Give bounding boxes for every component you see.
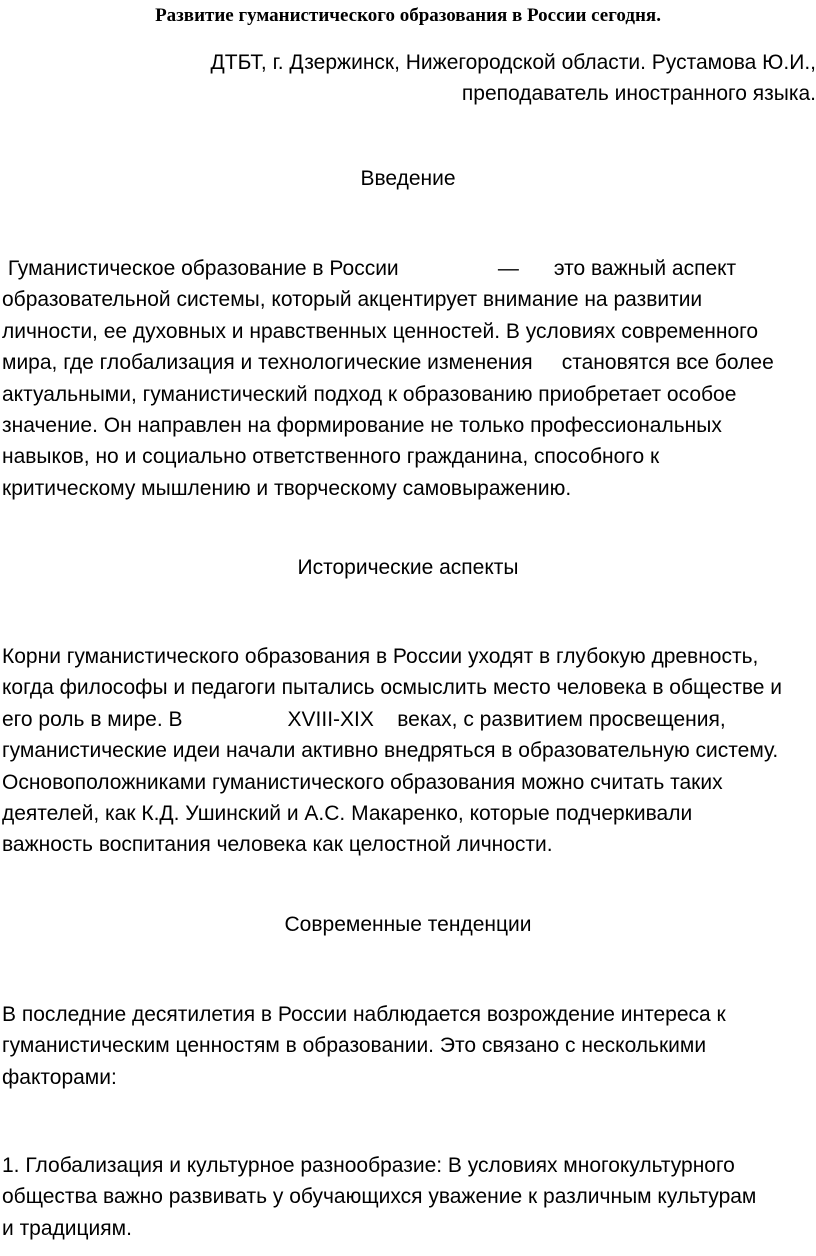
paragraph-trends [2,999,816,1093]
text-line: Основоположниками гуманистического образования можно считать таких [2,770,723,794]
text-line: его роль в мире. В XVIII-XIX веках, с развитием просвещения, [2,707,726,731]
text-line: Гуманистическое образование в России — это важный аспект [2,257,737,280]
text-line: факторами: [2,1065,117,1089]
text-line: когда философы и педагоги пытались осмыслить место человека в обществе и [2,676,783,700]
text-line: образовательной системы, который акцентирует внимание на развитии [2,288,703,312]
paragraph-introduction [2,253,816,504]
section-heading-introduction: Введение [360,167,456,190]
author-line: преподаватель иностранного языка. [461,82,816,106]
text-line: критическому мышлению и творческому самовыражению. [2,476,572,500]
section-heading-trends: Современные тенденции [284,913,532,936]
list-item-globalization [2,1150,816,1244]
section-heading-history: Исторические аспекты [297,556,519,579]
text-line: гуманистическим ценностям в образовании. Это связано с несколькими [2,1034,707,1058]
author-info [116,46,816,109]
text-line: 1. Глобализация и культурное разнообразие: В условиях многокультурного [2,1154,735,1177]
text-line: значение. Он направлен на формирование не только профессиональных [2,413,722,437]
text-line: личности, ее духовных и нравственных ценностей. В условиях современного [2,319,759,343]
paragraph-history [2,641,816,861]
text-line: и традициям. [2,1216,132,1240]
text-line: важность воспитания человека как целостной личности. [2,833,553,857]
text-line: Корни гуманистического образования в России уходят в глубокую древность, [2,645,759,668]
text-line: навыков, но и социально ответственного гражданина, способного к [2,445,660,469]
text-line: мира, где глобализация и технологические изменения становятся все более [2,351,774,375]
text-line: деятелей, как К.Д. Ушинский и А.С. Макаренко, которые подчеркивали [2,801,693,825]
document-title: Развитие гуманистического образования в России сегодня. [155,5,661,26]
author-line: ДТБТ, г. Дзержинск, Нижегородской области. Рустамова Ю.И., [210,51,816,74]
text-line: актуальными, гуманистический подход к образованию приобретает особое [2,382,737,406]
text-line: общества важно развивать у обучающихся уважение к различным культурам [2,1185,757,1209]
text-line: гуманистические идеи начали активно внедряться в образовательную систему. [2,739,779,763]
text-line: В последние десятилетия в России наблюдается возрождение интереса к [2,1003,726,1026]
